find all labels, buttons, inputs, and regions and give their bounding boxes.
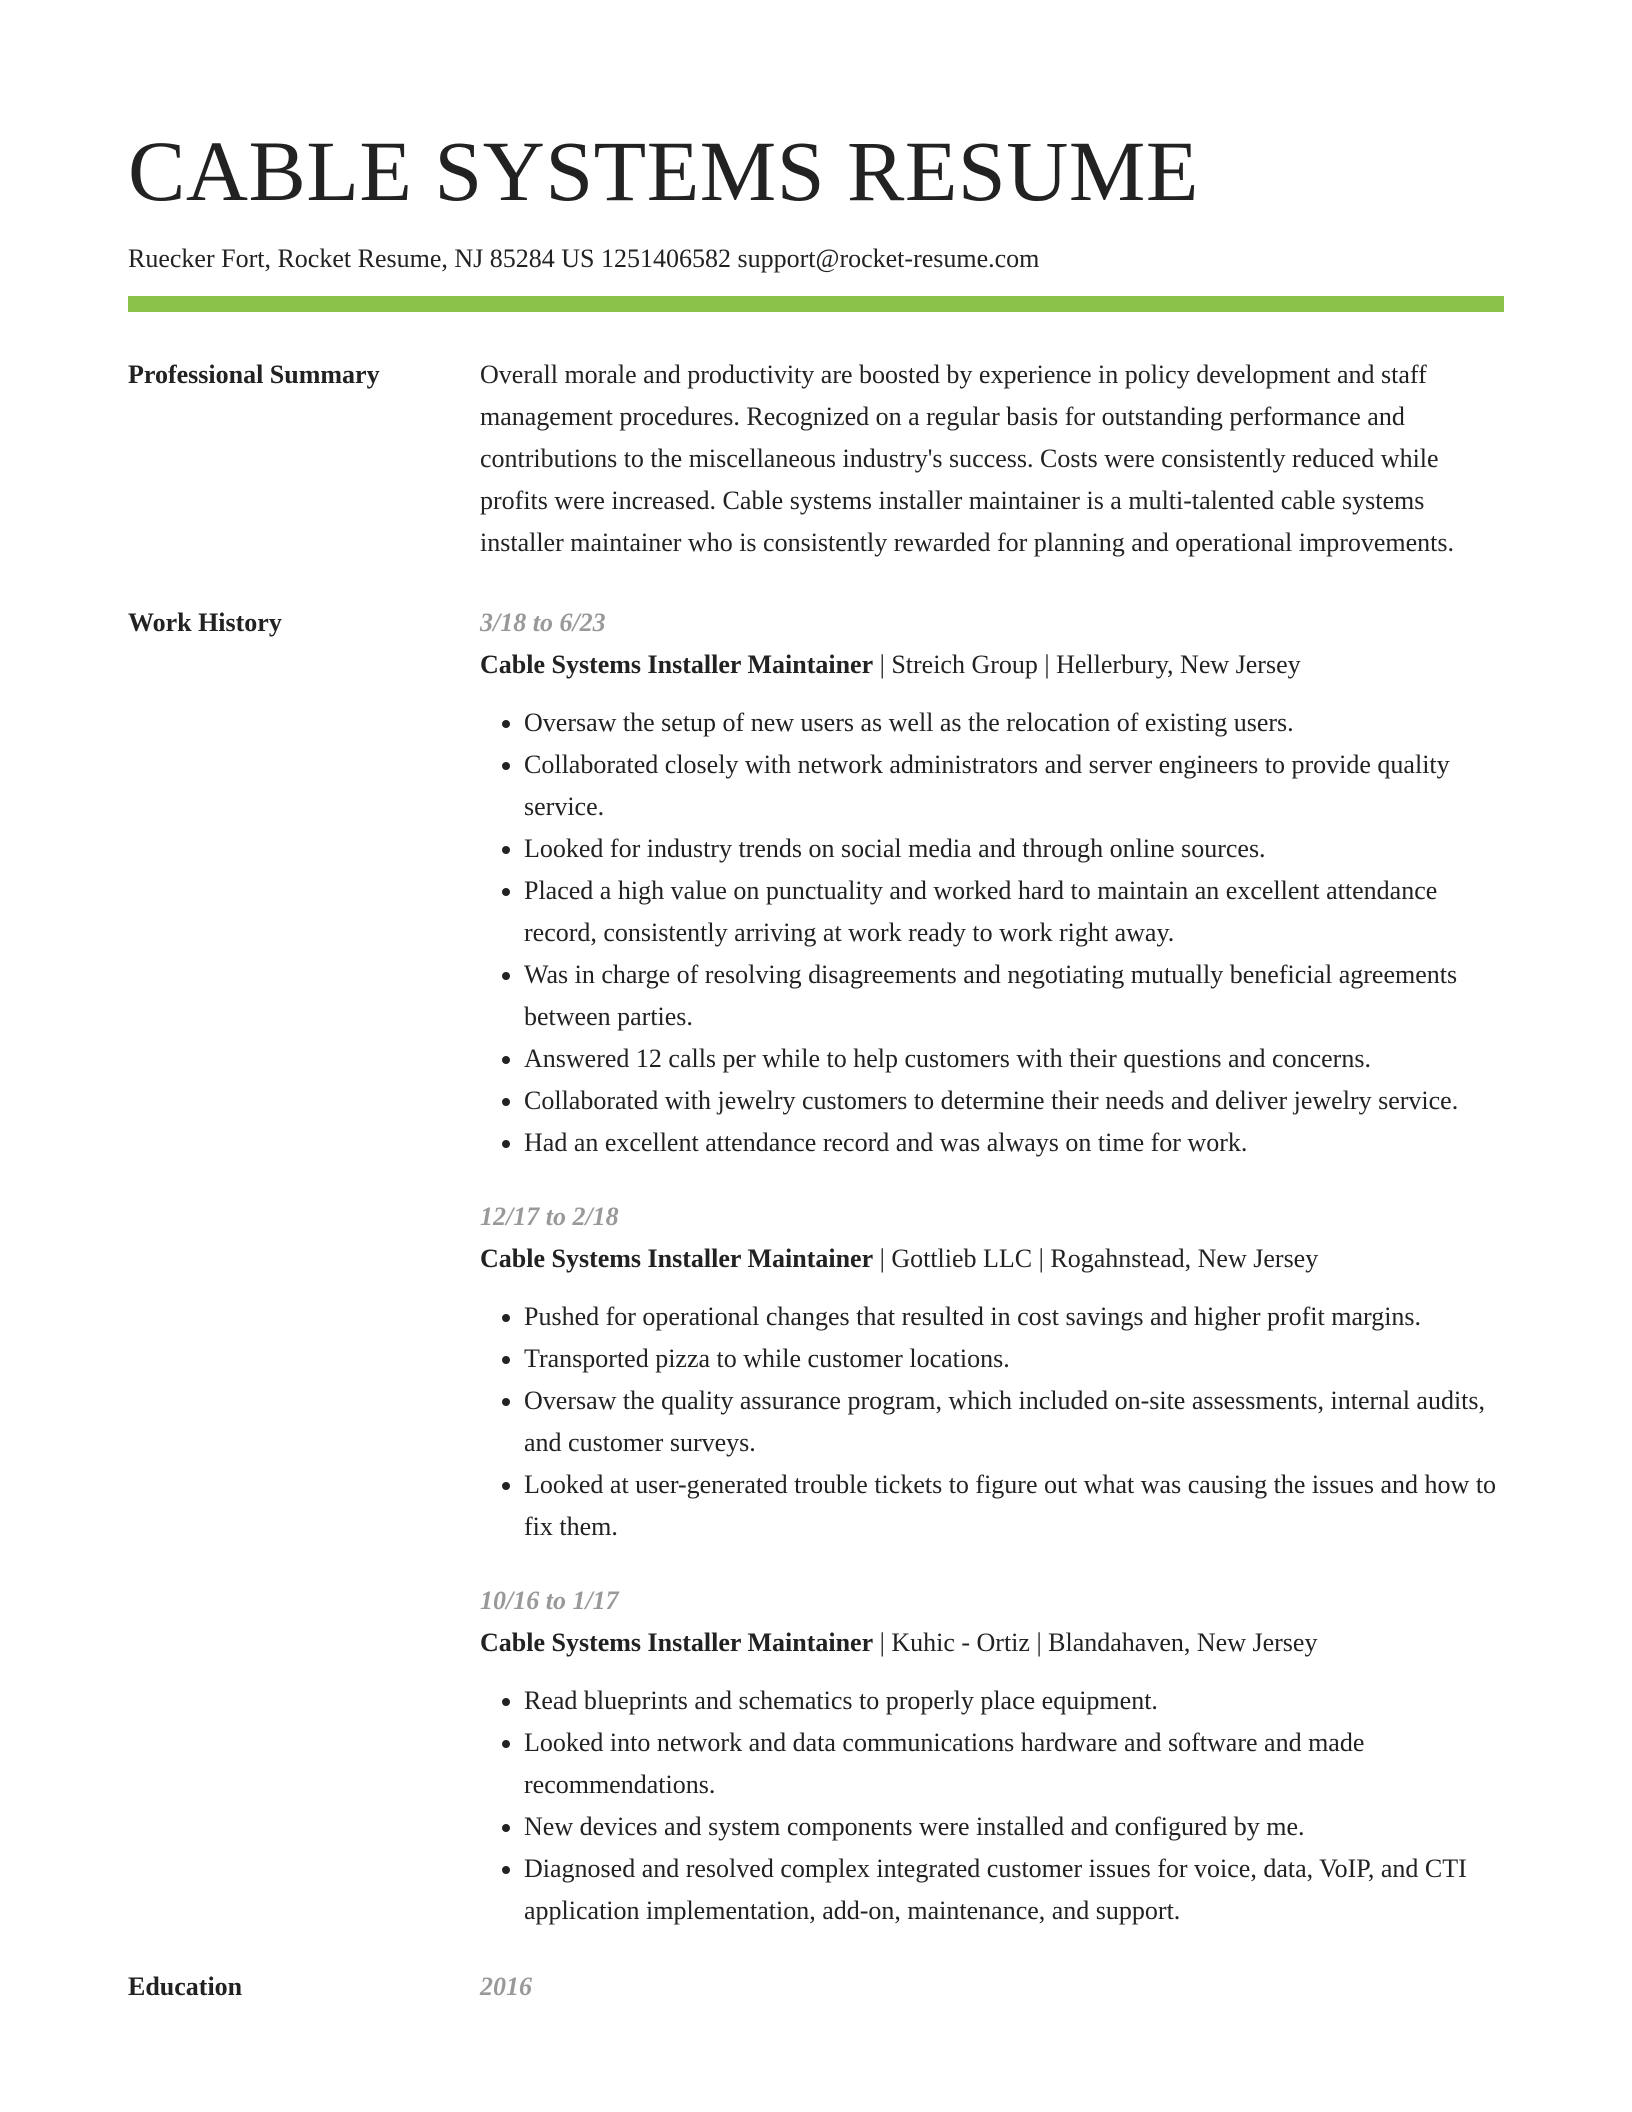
section-label-education: Education [128,1972,243,2001]
job-bullet: • Had an excellent attendance record and was always on time for work. [524,1122,1504,1164]
job-bullet-list [480,1296,1504,1548]
job-bullet: • Pushed for operational changes that resulted in cost savings and higher profit margins. [524,1296,1504,1338]
job-dates: 12/17 to 2/18 [480,1202,619,1231]
job-dates: 3/18 to 6/23 [480,608,606,637]
job-list [480,602,1504,1932]
job-heading [480,644,1504,686]
job-bullet: • Oversaw the quality assurance program, which included on-site assessments, internal audits, and customer surveys. [524,1380,1504,1464]
job-bullet: • Placed a high value on punctuality and worked hard to maintain an excellent attendance record, consistently arriving at work ready to work right away. [524,870,1504,954]
job-bullet: • Looked at user-generated trouble tickets to figure out what was causing the issues and how to fix them. [524,1464,1504,1548]
professional-summary-section [128,354,1504,564]
summary-text: Overall morale and productivity are boosted by experience in policy development and staff management procedures. Recognized on a regular basis for outstanding performance and contributions to the miscellaneous industry's success. Costs were consistently reduced while profits were increased. Cable systems installer maintainer is a multi-talented cable systems installer maintainer who is consistently rewarded for planning and operational improvements. [480,360,1455,557]
accent-divider [128,296,1504,312]
job-entry [480,1580,1504,1932]
job-employer-location: | Gottlieb LLC | Rogahnstead, New Jersey [873,1244,1319,1273]
job-bullet: • New devices and system components were installed and configured by me. [524,1806,1504,1848]
resume-title: CABLE SYSTEMS RESUME [128,123,1199,219]
section-label-summary: Professional Summary [128,360,380,389]
job-employer-location: | Kuhic - Ortiz | Blandahaven, New Jersey [873,1628,1318,1657]
contact-line: Ruecker Fort, Rocket Resume, NJ 85284 US 1251406582 support@rocket-resume.com [128,244,1040,273]
job-bullet-list [480,702,1504,1164]
job-title: Cable Systems Installer Maintainer [480,1244,874,1273]
job-bullet: • Read blueprints and schematics to properly place equipment. [524,1680,1504,1722]
job-bullet: • Transported pizza to while customer locations. [524,1338,1504,1380]
job-bullet: • Diagnosed and resolved complex integrated customer issues for voice, data, VoIP, and CTI application implementation, add-on, maintenance, and support. [524,1848,1504,1932]
work-history-section [128,602,1504,1932]
job-bullet-list [480,1680,1504,1932]
job-title: Cable Systems Installer Maintainer [480,1628,874,1657]
job-bullet: • Was in charge of resolving disagreements and negotiating mutually beneficial agreements between parties. [524,954,1504,1038]
resume-page [128,0,1504,2008]
education-date: 2016 [480,1972,532,2001]
job-bullet: • Collaborated closely with network administrators and server engineers to provide quality service. [524,744,1504,828]
job-heading [480,1238,1504,1280]
job-entry [480,602,1504,1164]
education-section [128,1966,1504,2008]
job-bullet: • Answered 12 calls per while to help customers with their questions and concerns. [524,1038,1504,1080]
job-bullet: • Collaborated with jewelry customers to determine their needs and deliver jewelry service. [524,1080,1504,1122]
section-label-work-history: Work History [128,608,282,637]
job-entry [480,1196,1504,1548]
job-employer-location: | Streich Group | Hellerbury, New Jersey [873,650,1301,679]
job-dates: 10/16 to 1/17 [480,1586,619,1615]
job-bullet: • Looked into network and data communications hardware and software and made recommendations. [524,1722,1504,1806]
job-title: Cable Systems Installer Maintainer [480,650,874,679]
job-heading [480,1622,1504,1664]
job-bullet: • Looked for industry trends on social media and through online sources. [524,828,1504,870]
job-bullet: • Oversaw the setup of new users as well as the relocation of existing users. [524,702,1504,744]
